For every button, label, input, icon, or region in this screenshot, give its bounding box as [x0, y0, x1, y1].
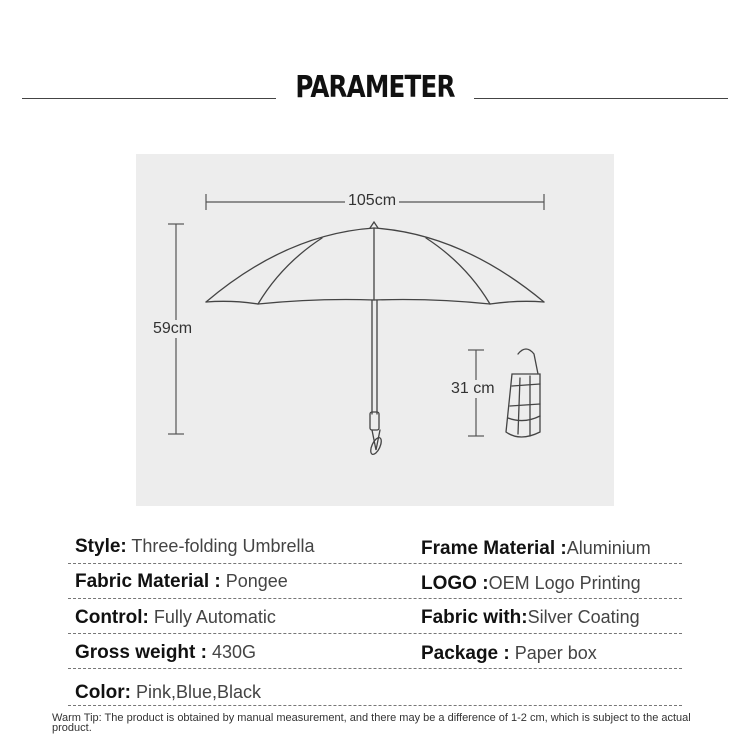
- spec-color: [75, 682, 261, 704]
- spec-frame-material-value: Aluminium: [566, 538, 651, 558]
- spec-logo: [421, 573, 641, 595]
- spec-style-value: Three-folding Umbrella: [126, 536, 315, 556]
- row-divider-1: [68, 563, 682, 564]
- spec-package-label: Package :: [421, 643, 510, 664]
- umbrella-diagram: [136, 154, 614, 506]
- spec-control-value: Fully Automatic: [148, 607, 276, 627]
- spec-fabric-with-label: Fabric with:: [421, 607, 528, 628]
- folded-dimension-label: 31 cm: [448, 380, 498, 398]
- spec-package-value: Paper box: [509, 643, 597, 663]
- spec-package: [421, 643, 597, 665]
- spec-color-label: Color:: [75, 682, 131, 703]
- spec-logo-label: LOGO :: [421, 573, 489, 594]
- spec-gross-weight-value: 430G: [206, 642, 257, 662]
- row-divider-5: [68, 705, 682, 706]
- spec-style: [75, 536, 315, 558]
- spec-gross-weight-label: Gross weight :: [75, 642, 207, 663]
- spec-frame-material-label: Frame Material :: [421, 538, 567, 559]
- spec-fabric-with: [421, 607, 640, 629]
- spec-control-label: Control:: [75, 607, 149, 628]
- row-divider-3: [68, 633, 682, 634]
- spec-color-value: Pink,Blue,Black: [130, 682, 261, 702]
- spec-fabric-material-label: Fabric Material :: [75, 571, 221, 592]
- spec-logo-value: OEM Logo Printing: [488, 573, 641, 593]
- spec-gross-weight: [75, 642, 256, 664]
- warm-tip: Warm Tip: The product is obtained by manual measurement, and there may be a difference of 1-2 cm, which is subject to the actual product.: [52, 712, 691, 734]
- spec-frame-material: [421, 538, 651, 560]
- spec-control: [75, 607, 276, 629]
- row-divider-2: [68, 598, 682, 599]
- spec-fabric-material: [75, 571, 288, 593]
- spec-fabric-with-value: Silver Coating: [527, 607, 640, 627]
- width-dimension-label: 105cm: [345, 192, 399, 210]
- spec-style-label: Style:: [75, 536, 127, 557]
- height-dimension-label: 59cm: [150, 320, 195, 338]
- row-divider-4: [68, 668, 682, 669]
- spec-fabric-material-value: Pongee: [220, 571, 288, 591]
- page-title: PARAMETER: [295, 70, 455, 105]
